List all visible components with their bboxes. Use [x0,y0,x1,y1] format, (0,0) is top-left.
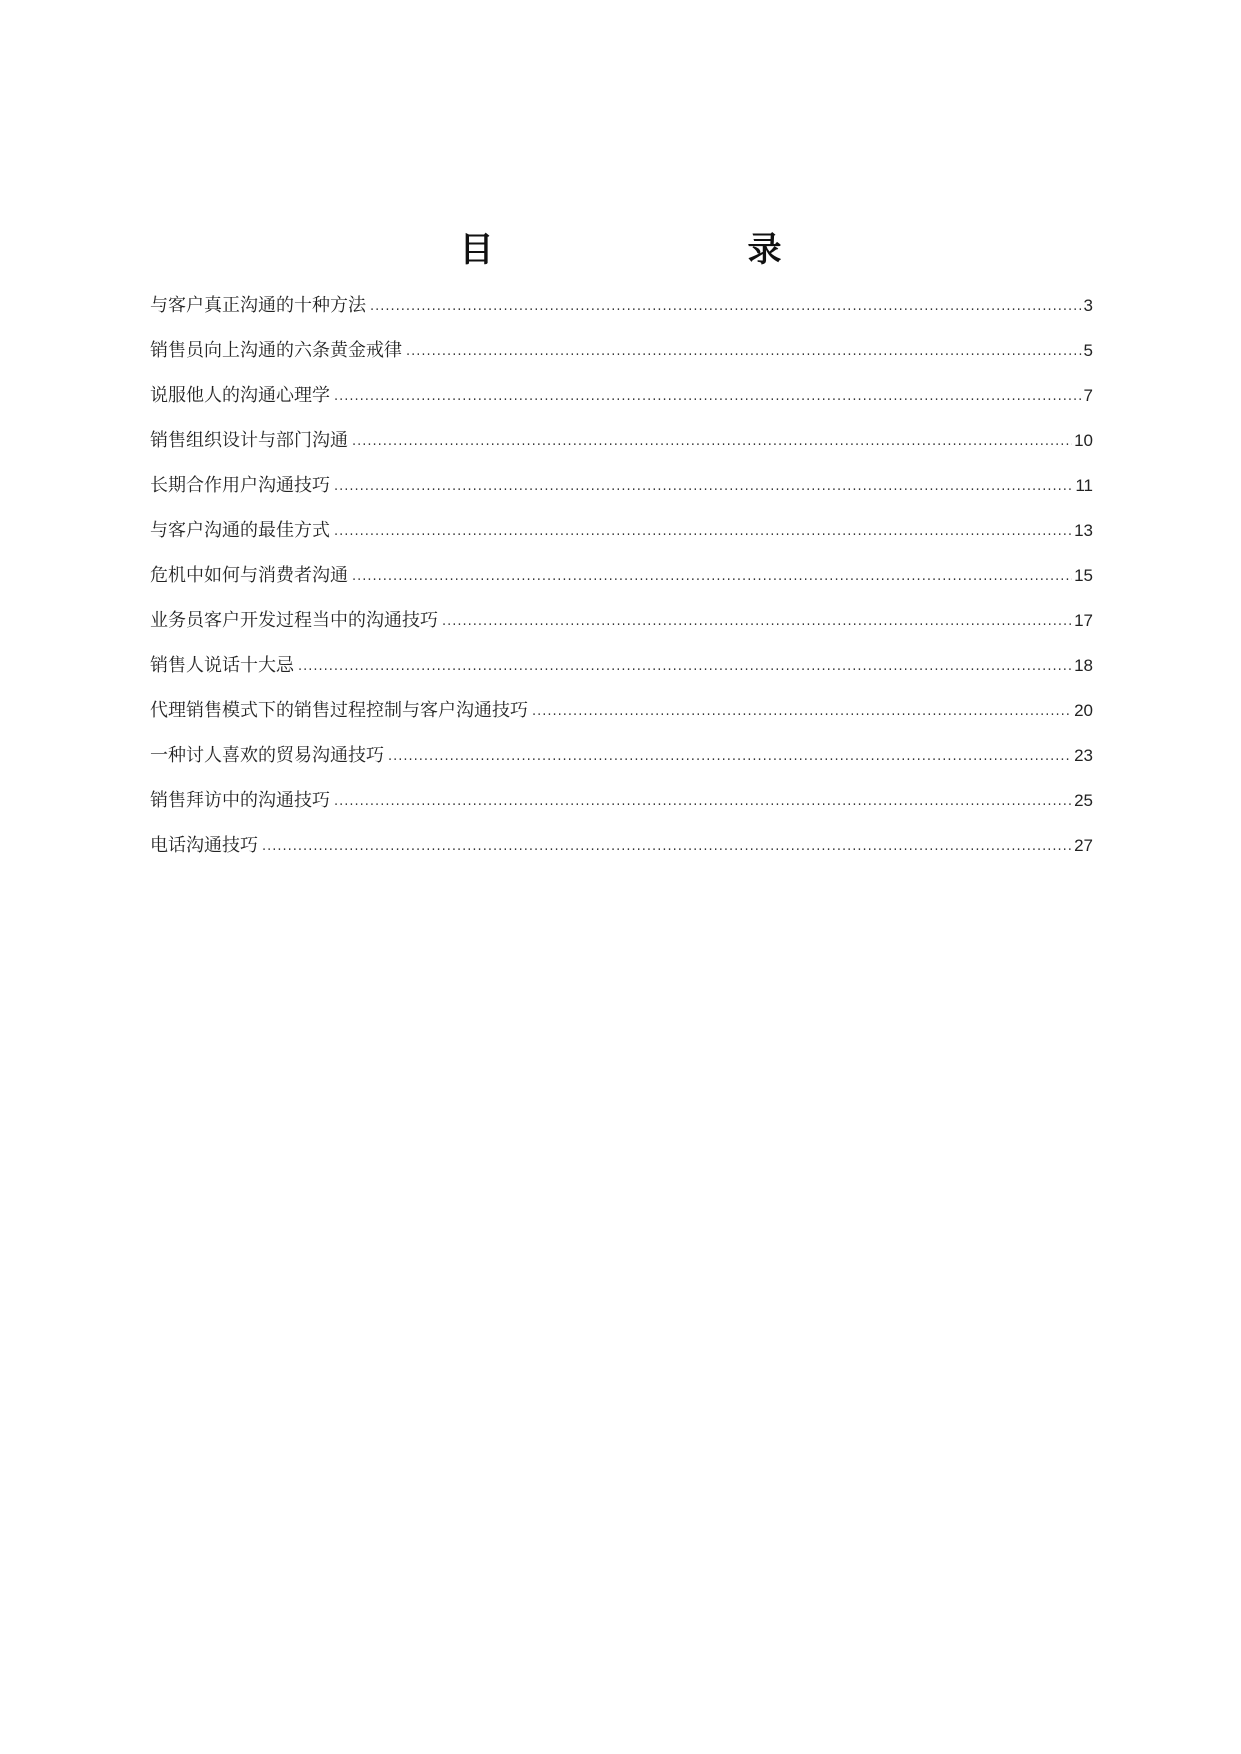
toc-entry-page: 13 [1074,521,1093,540]
toc-entry-title: 与客户沟通的最佳方式 [150,520,330,541]
toc-entry[interactable] [150,385,1093,430]
toc-leader-dots [388,746,1072,768]
toc-leader-dots [334,521,1072,543]
toc-entry-title: 一种讨人喜欢的贸易沟通技巧 [150,745,384,766]
toc-entry-title: 电话沟通技巧 [150,835,258,856]
toc-entry-page: 15 [1074,566,1093,585]
table-of-contents [150,295,1093,880]
toc-entry[interactable] [150,835,1093,880]
toc-entry[interactable] [150,655,1093,700]
toc-leader-dots [370,296,1082,318]
toc-leader-dots [298,656,1072,678]
toc-entry-page: 11 [1075,476,1093,495]
toc-entry[interactable] [150,790,1093,835]
toc-entry-title: 代理销售模式下的销售过程控制与客户沟通技巧 [150,700,528,721]
toc-entry-title: 业务员客户开发过程当中的沟通技巧 [150,610,438,631]
toc-entry-title: 与客户真正沟通的十种方法 [150,295,366,316]
toc-entry-page: 27 [1074,836,1093,855]
toc-entry[interactable] [150,610,1093,655]
toc-entry-page: 25 [1074,791,1093,810]
toc-entry-page: 17 [1074,611,1093,630]
toc-entry-title: 说服他人的沟通心理学 [150,385,330,406]
toc-entry-title: 危机中如何与消费者沟通 [150,565,348,586]
toc-entry[interactable] [150,745,1093,790]
toc-entry-title: 长期合作用户沟通技巧 [150,475,330,496]
toc-entry[interactable] [150,340,1093,385]
toc-entry[interactable] [150,700,1093,745]
toc-entry-page: 10 [1074,431,1093,450]
toc-entry-page: 3 [1083,296,1093,315]
toc-entry[interactable] [150,430,1093,475]
toc-entry-page: 5 [1083,341,1093,360]
toc-entry-title: 销售组织设计与部门沟通 [150,430,348,451]
toc-entry-title: 销售人说话十大忌 [150,655,294,676]
toc-entry-page: 20 [1074,701,1093,720]
toc-entry-title: 销售员向上沟通的六条黄金戒律 [150,340,402,361]
toc-entry[interactable] [150,295,1093,340]
toc-leader-dots [334,386,1082,408]
toc-leader-dots [406,341,1082,363]
toc-leader-dots [352,566,1072,588]
toc-entry-page: 18 [1074,656,1093,675]
toc-entry[interactable] [150,520,1093,565]
toc-leader-dots [334,791,1072,813]
toc-title: 目 录 [459,230,844,270]
toc-entry-title: 销售拜访中的沟通技巧 [150,790,330,811]
toc-leader-dots [262,836,1072,858]
toc-leader-dots [442,611,1072,633]
toc-leader-dots [334,476,1073,498]
toc-entry-page: 23 [1074,746,1093,765]
toc-leader-dots [532,701,1072,723]
toc-entry[interactable] [150,565,1093,610]
toc-entry-page: 7 [1083,386,1093,405]
toc-leader-dots [352,431,1072,453]
toc-entry[interactable] [150,475,1093,520]
